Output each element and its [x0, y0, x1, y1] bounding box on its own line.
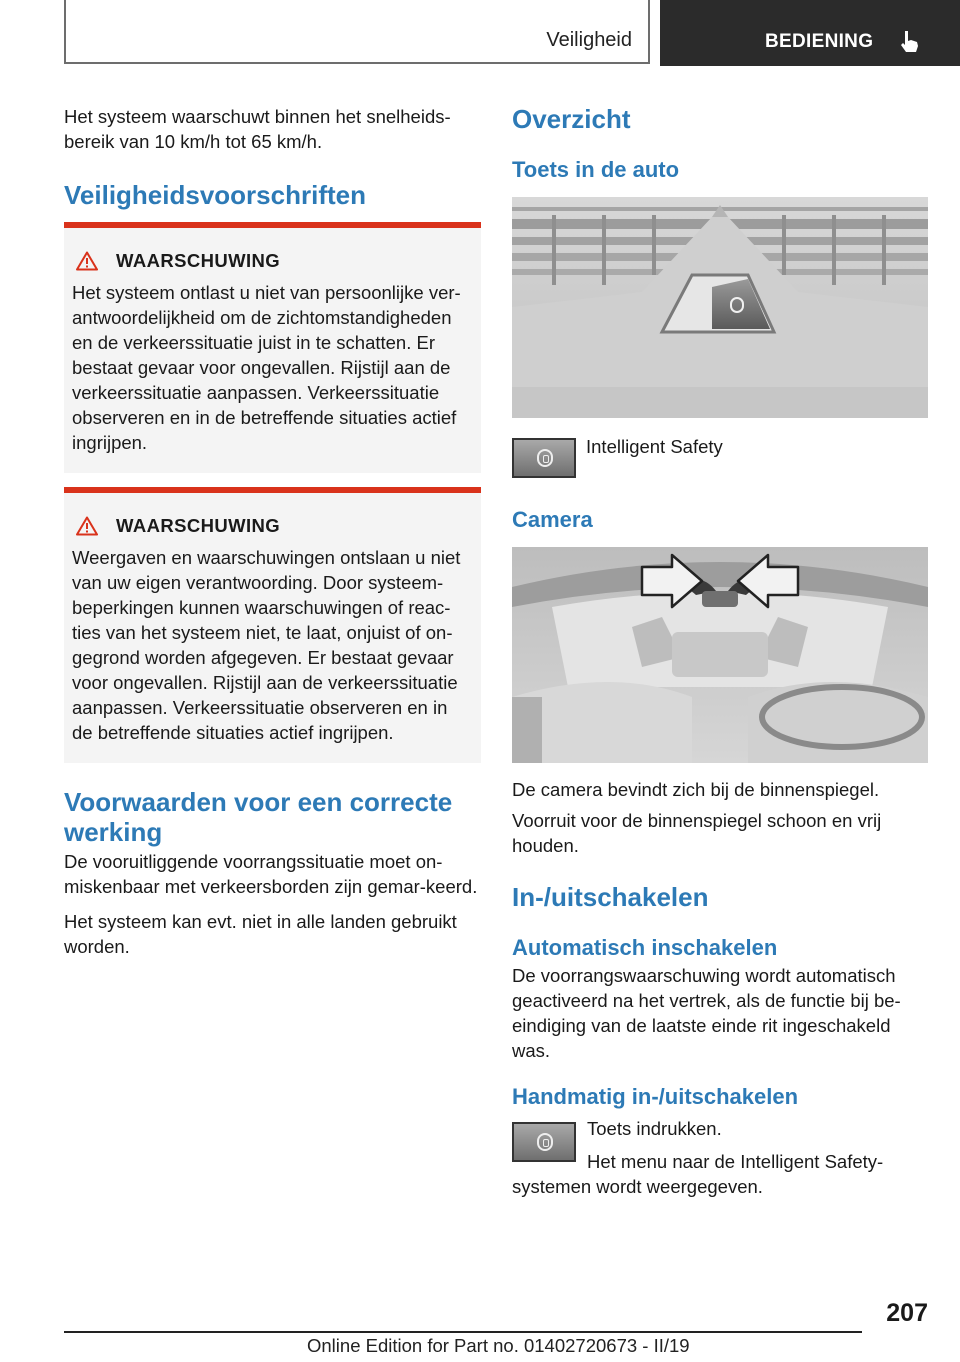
warning-header — [72, 515, 473, 537]
auto-heading: Automatisch inschakelen — [512, 935, 778, 960]
warning-text: Het systeem ontlast u niet van persoonlijke ver-antwoordelijkheid om de zichtomstandigheden en de verkeerssituatie juist in te schatten. Er bestaat gevaar voor ongevallen. Rijstijl aan de verkeerssituatie aanpassen. Verkeerssituatie observeren en in de betreffende situaties actief ingrijpen. — [72, 282, 461, 453]
safety-heading: Veiligheidsvoorschriften — [64, 180, 366, 210]
button-heading: Toets in de auto — [512, 157, 680, 182]
page-header — [64, 0, 960, 66]
camera-paragraph: Voorruit voor de binnenspiegel schoon en vrij houden. — [512, 810, 882, 856]
button-legend — [512, 438, 928, 478]
conditions-heading: Voorwaarden voor een correcte werking — [64, 787, 453, 847]
footer-rule — [64, 1331, 862, 1333]
warning-text: Weergaven en waarschuwingen ontslaan u niet van uw eigen verantwoording. Door systeem-beperkingen kunnen waarschuwingen of reac-ties van het systeem niet, te laat, onjuist of on-gegrond worden afgegeven. Er bestaat gevaar voor ongevallen. Rijstijl aan de verkeerssituatie aanpassen. Verkeerssituatie observeren en in de betreffende situaties actief ingrijpen. — [72, 547, 461, 743]
warning-box — [64, 222, 481, 473]
page-number: 207 — [886, 1299, 928, 1327]
camera-heading: Camera — [512, 507, 593, 532]
footer-edition: Online Edition for Part no. 01402720673 - II/19 — [307, 1335, 690, 1356]
camera-paragraph: De camera bevindt zich bij de binnenspiegel. — [512, 779, 880, 800]
manual-instruction — [512, 1116, 928, 1199]
intro-paragraph: Het systeem waarschuwt binnen het snelheids-bereik van 10 km/h tot 65 km/h. — [64, 106, 451, 152]
overview-heading: Overzicht — [512, 104, 631, 134]
section-tab — [64, 0, 650, 64]
section-title: Veiligheid — [546, 29, 632, 51]
warning-triangle-icon — [76, 251, 98, 271]
manual-step: Toets indrukken. — [587, 1118, 722, 1139]
right-column — [512, 104, 928, 1209]
warning-box — [64, 487, 481, 763]
conditions-paragraph: Het systeem kan evt. niet in alle landen gebruikt worden. — [64, 911, 457, 957]
car-interior-image — [512, 547, 928, 763]
manual-heading: Handmatig in-/uitschakelen — [512, 1084, 799, 1109]
manual-result: Het menu naar de Intelligent Safety-systemen wordt weergegeven. — [512, 1151, 884, 1197]
camera-photo — [512, 547, 928, 763]
auto-paragraph: De voorrangswaarschuwing wordt automatisch geactiveerd na het vertrek, als de functie bij be-eindiging van de laatste einde rit ingeschakeld was. — [512, 965, 901, 1061]
chapter-tab — [660, 0, 960, 66]
button-photo — [512, 197, 928, 418]
conditions-paragraph: De vooruitliggende voorrangssituatie moet on-miskenbaar met verkeersborden zijn gemar-keerd. — [64, 851, 478, 897]
warning-header — [72, 250, 473, 272]
warning-triangle-icon — [76, 516, 98, 536]
intelligent-safety-button-icon — [512, 438, 576, 478]
button-legend-label: Intelligent Safety — [586, 436, 723, 457]
left-column — [64, 104, 481, 969]
chapter-title: BEDIENING — [765, 31, 874, 52]
warning-title: WAARSCHUWING — [116, 250, 281, 271]
warning-title: WAARSCHUWING — [116, 515, 281, 536]
pointing-hand-icon — [896, 28, 922, 54]
intelligent-safety-button-icon — [512, 1122, 576, 1162]
onoff-heading: In-/uitschakelen — [512, 882, 709, 912]
dashboard-vent-image — [512, 197, 928, 418]
